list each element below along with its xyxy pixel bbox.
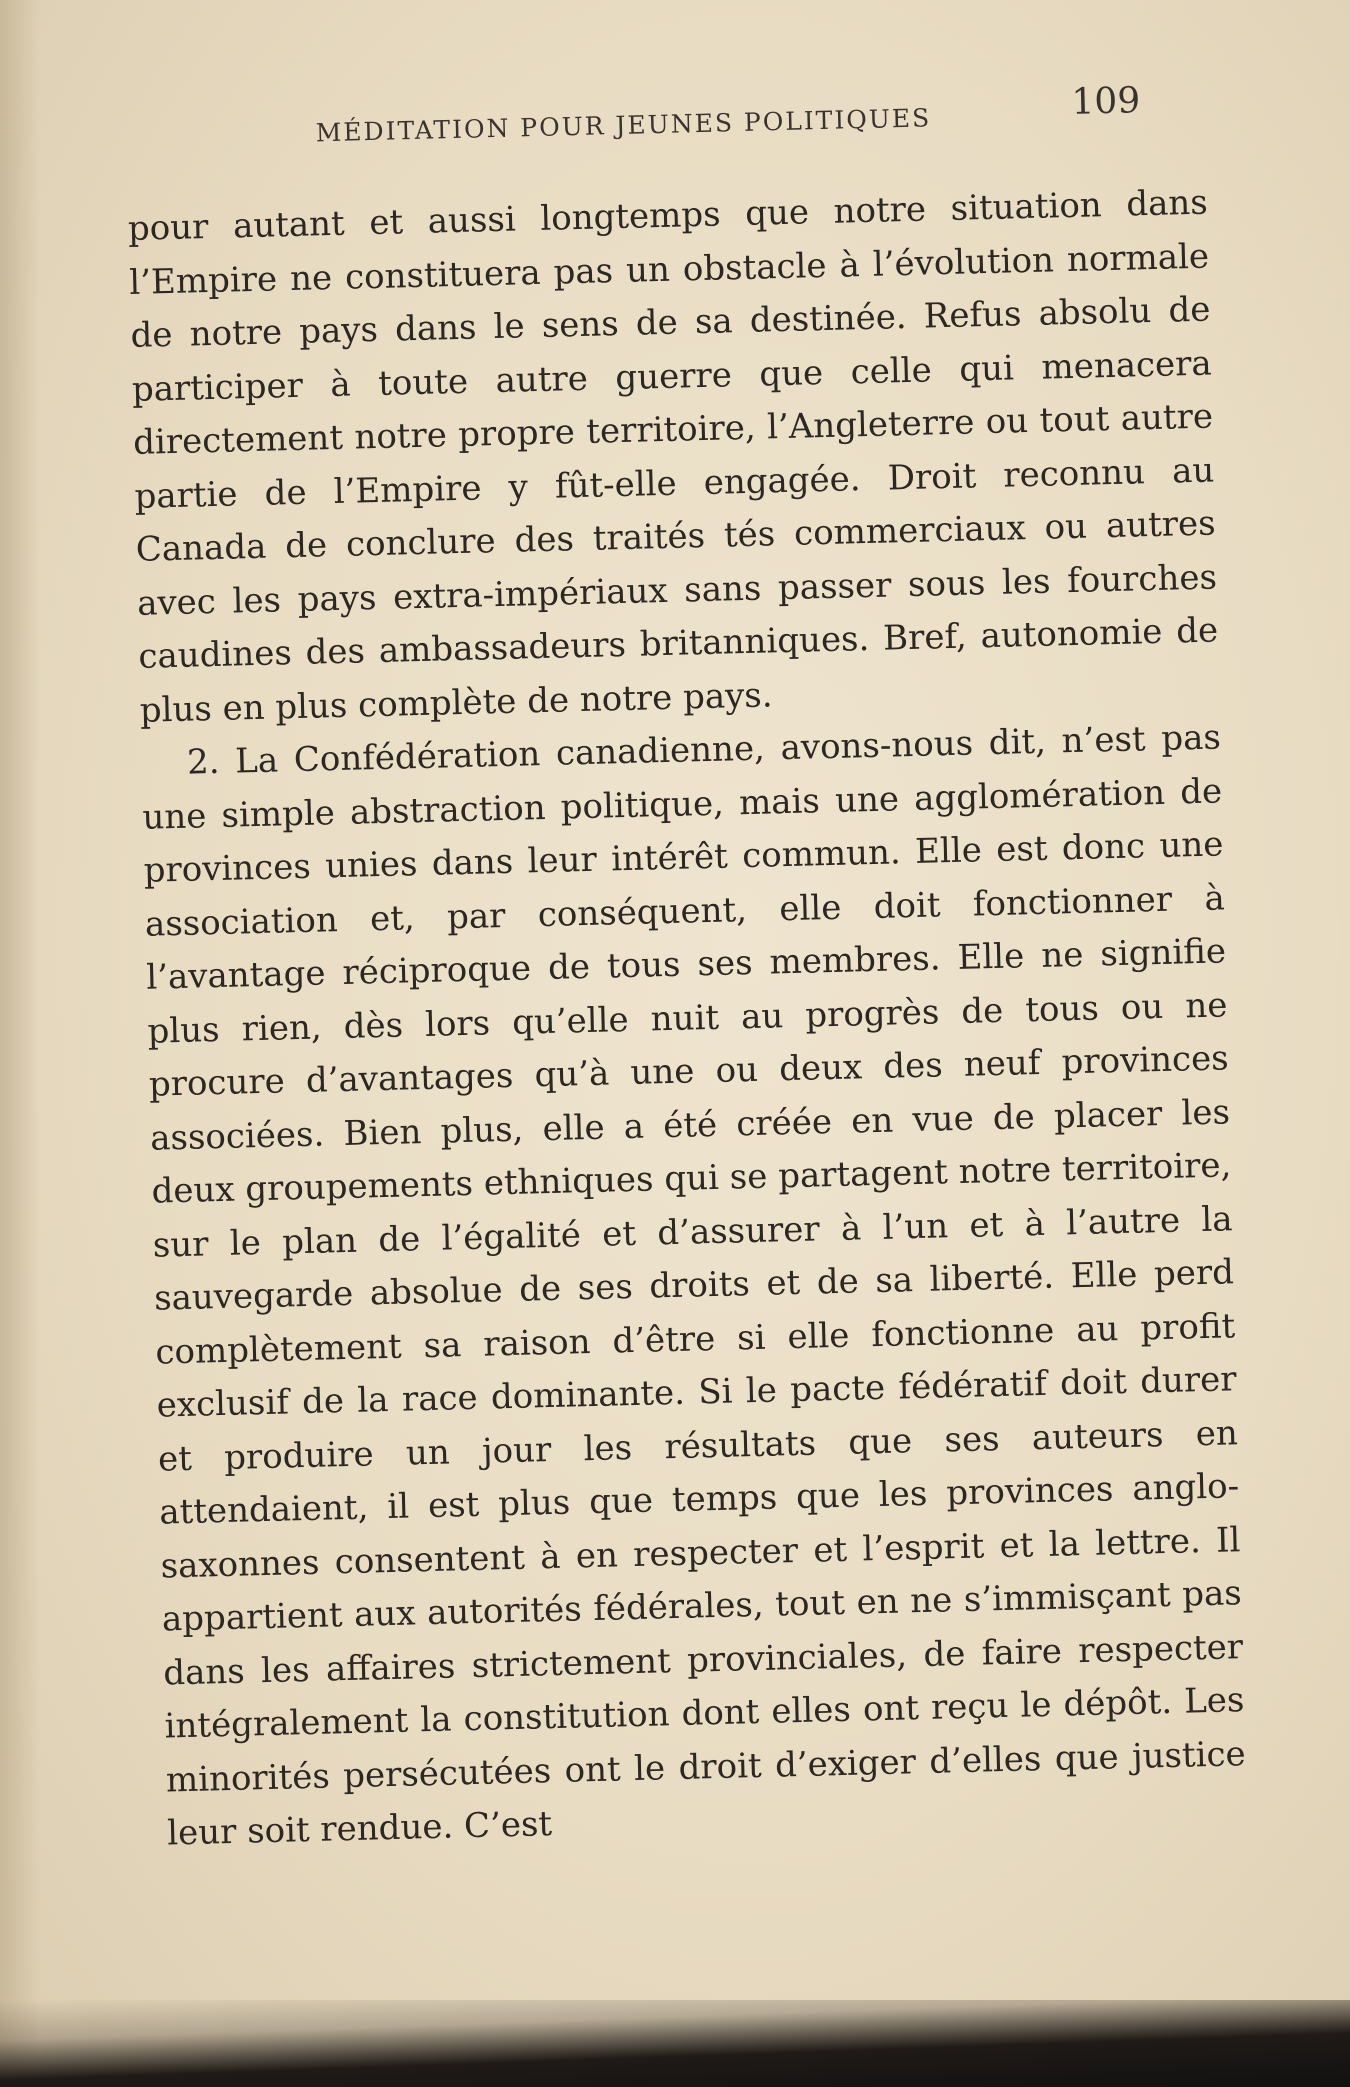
page-bottom-shadow (0, 2000, 1350, 2087)
running-header (125, 77, 1256, 165)
page-content (125, 77, 1298, 1861)
page-gutter-shadow (0, 0, 40, 2087)
body-text (127, 177, 1247, 1861)
paragraph-2: 2. La Confédération canadienne, avons-nous dit, n’est pas une simple abstraction politique, mais une agglomération de provinces unies dans leur intérêt commun. Elle est donc une association et, par conséquent, elle doit fonctionner à l’avantage réciproque de tous ses membres. Elle ne signifie plus rien, dès lors qu’elle nuit au progrès de tous ou ne procure d’avantages qu’à une ou deux des neuf provinces associées. Bien plus, elle a été créée en vue de placer les deux groupements ethniques qui se partagent notre territoire, sur le plan de l’égalité et d’assurer à l’un et à l’autre la sauvegarde absolue de ses droits et de sa liberté. Elle perd complètement sa raison d’être si elle fonctionne au profit exclusif de la race dominante. Si le pacte fédératif doit durer et produire un jour les résultats que ses auteurs en attendaient, il est plus que temps que les provinces anglo-saxonnes consentent à en respecter et l’esprit et la lettre. Il appartient aux autorités fédérales, tout en ne s’immisçant pas dans les affaires strictement provinciales, de faire respecter intégralement la constitution dont elles ont reçu le dépôt. Les minorités persécutées ont le droit d’exiger d’elles que justice leur soit rendue. C’est (141, 717, 1247, 1854)
running-title: MÉDITATION POUR JEUNES POLITIQUES (315, 103, 932, 148)
paragraph-1: pour autant et aussi longtemps que notre situation dans l’Empire ne constituera pas un obstacle à l’évolution normale de notre pays dans le sens de sa destinée. Refus absolu de participer à toute autre guerre que celle qui menacera directement notre propre territoire, l’Angleterre ou tout autre partie de l’Empire y fût-elle engagée. Droit reconnu au Canada de conclure des traités tés commerciaux ou autres avec les pays extra-impériaux sans passer sous les fourches caudines des ambassadeurs britanniques. Bref, autonomie de plus en plus complète de notre pays. (127, 182, 1219, 731)
page-number: 109 (1070, 80, 1141, 123)
